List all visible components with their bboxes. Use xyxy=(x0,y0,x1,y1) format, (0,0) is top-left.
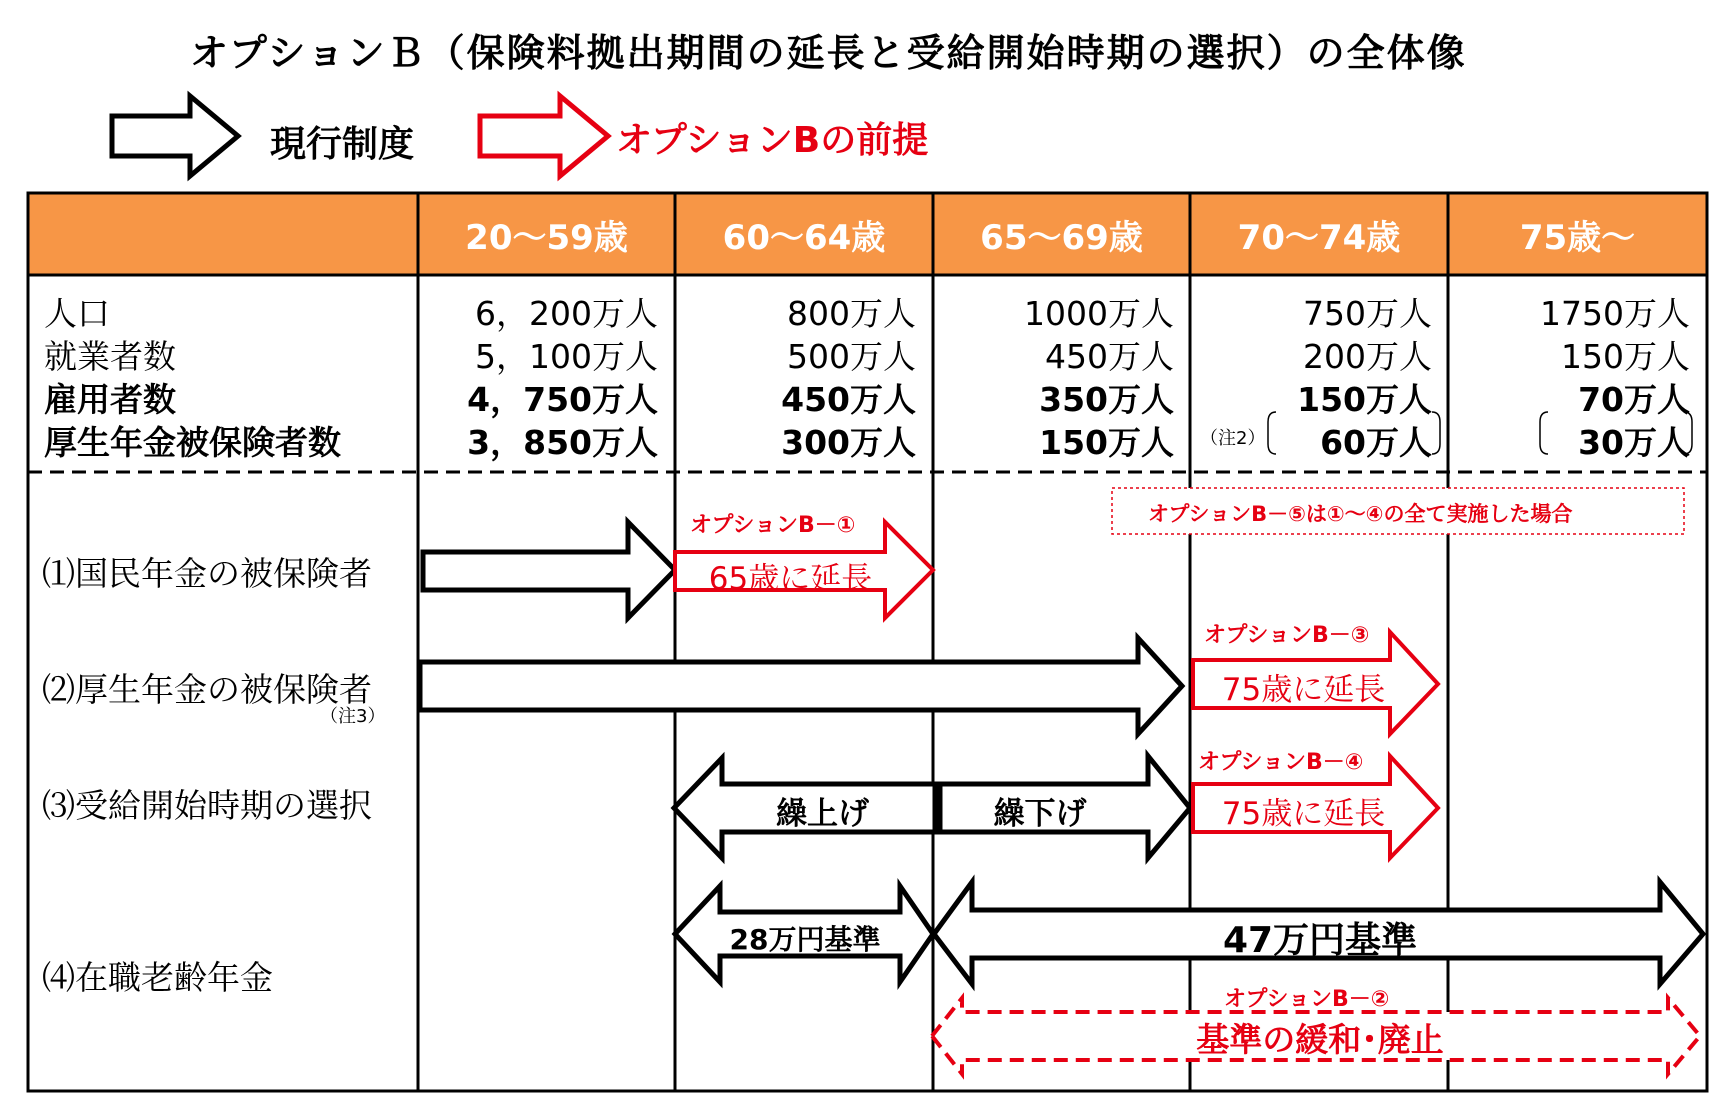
cell-workers-65-69: 450万人 xyxy=(1045,337,1174,376)
header-age-75-plus: 75歳～ xyxy=(1519,217,1636,258)
cell-workers-70-74: 200万人 xyxy=(1303,337,1432,376)
header-age-70-74: 70～74歳 xyxy=(1237,217,1401,258)
section-4-label: ⑷在職老齢年金 xyxy=(42,958,273,997)
row-label-employees: 雇用者数 xyxy=(44,380,176,419)
legend-optionb-label: オプションBの前提 xyxy=(616,120,929,161)
legend-optionb-arrow-icon xyxy=(480,96,608,176)
std28-text: 28万円基準 xyxy=(729,923,881,956)
legend-current-arrow-icon xyxy=(112,96,238,176)
header-age-60-64: 60～64歳 xyxy=(722,217,886,258)
opt2-label: オプションB－② xyxy=(1224,987,1390,1012)
section-2-label: ⑵厚生年金の被保険者 xyxy=(42,670,372,709)
cell-employees-70-74: 150万人 xyxy=(1297,380,1432,419)
cell-workers-60-64: 500万人 xyxy=(787,337,916,376)
opt1-label: オプションB－① xyxy=(690,513,856,538)
cell-insured-75-plus: 30万人 xyxy=(1578,423,1690,462)
cell-insured-65-69: 150万人 xyxy=(1039,423,1174,462)
section-1-label: ⑴国民年金の被保険者 xyxy=(42,554,372,593)
opt2-text: 基準の緩和･廃止 xyxy=(1196,1020,1444,1059)
cell-insured-60-64: 300万人 xyxy=(781,423,916,462)
legend-current-label: 現行制度 xyxy=(270,124,415,165)
row-label-population: 人口 xyxy=(44,294,110,333)
cell-pop-65-69: 1000万人 xyxy=(1024,294,1174,333)
std47-text: 47万円基準 xyxy=(1222,920,1418,961)
cell-insured-70-74: 60万人 xyxy=(1320,423,1432,462)
header-age-65-69: 65～69歳 xyxy=(980,217,1143,258)
opt1-text: 65歳に延長 xyxy=(708,561,873,597)
opt4-text: 75歳に延長 xyxy=(1221,796,1386,832)
kuriage-text: 繰上げ xyxy=(776,796,869,832)
cell-pop-75-plus: 1750万人 xyxy=(1540,294,1690,333)
cell-employees-75-plus: 70万人 xyxy=(1578,380,1690,419)
section-3-label: ⑶受給開始時期の選択 xyxy=(42,786,372,825)
cell-employees-60-64: 450万人 xyxy=(781,380,916,419)
cell-pop-20-59: 6，200万人 xyxy=(475,294,658,333)
cell-employees-65-69: 350万人 xyxy=(1039,380,1174,419)
row-label-workers: 就業者数 xyxy=(44,337,176,376)
kurisage-text: 繰下げ xyxy=(993,796,1087,832)
s2-current-arrow xyxy=(420,638,1182,734)
cell-employees-20-59: 4，750万人 xyxy=(467,380,658,419)
opt3-text: 75歳に延長 xyxy=(1221,672,1386,708)
cell-workers-20-59: 5，100万人 xyxy=(475,337,658,376)
opt3-label: オプションB－③ xyxy=(1204,623,1370,648)
cell-pop-60-64: 800万人 xyxy=(787,294,916,333)
page-title: オプションＢ（保険料拠出期間の延長と受給開始時期の選択）の全体像 xyxy=(190,31,1467,75)
cell-pop-70-74: 750万人 xyxy=(1303,294,1432,333)
opt4-label: オプションB－④ xyxy=(1198,750,1364,775)
opt5-note: オプションB－⑤は①～④の全て実施した場合 xyxy=(1148,502,1573,526)
cell-insured-20-59: 3，850万人 xyxy=(467,423,658,462)
section-2-note: （注3） xyxy=(320,706,386,727)
row-label-insured: 厚生年金被保険者数 xyxy=(44,423,341,462)
s1-current-arrow xyxy=(423,522,675,618)
header-age-20-59: 20～59歳 xyxy=(465,217,628,258)
cell-workers-75-plus: 150万人 xyxy=(1561,337,1690,376)
note2-label: （注2） xyxy=(1200,428,1266,449)
